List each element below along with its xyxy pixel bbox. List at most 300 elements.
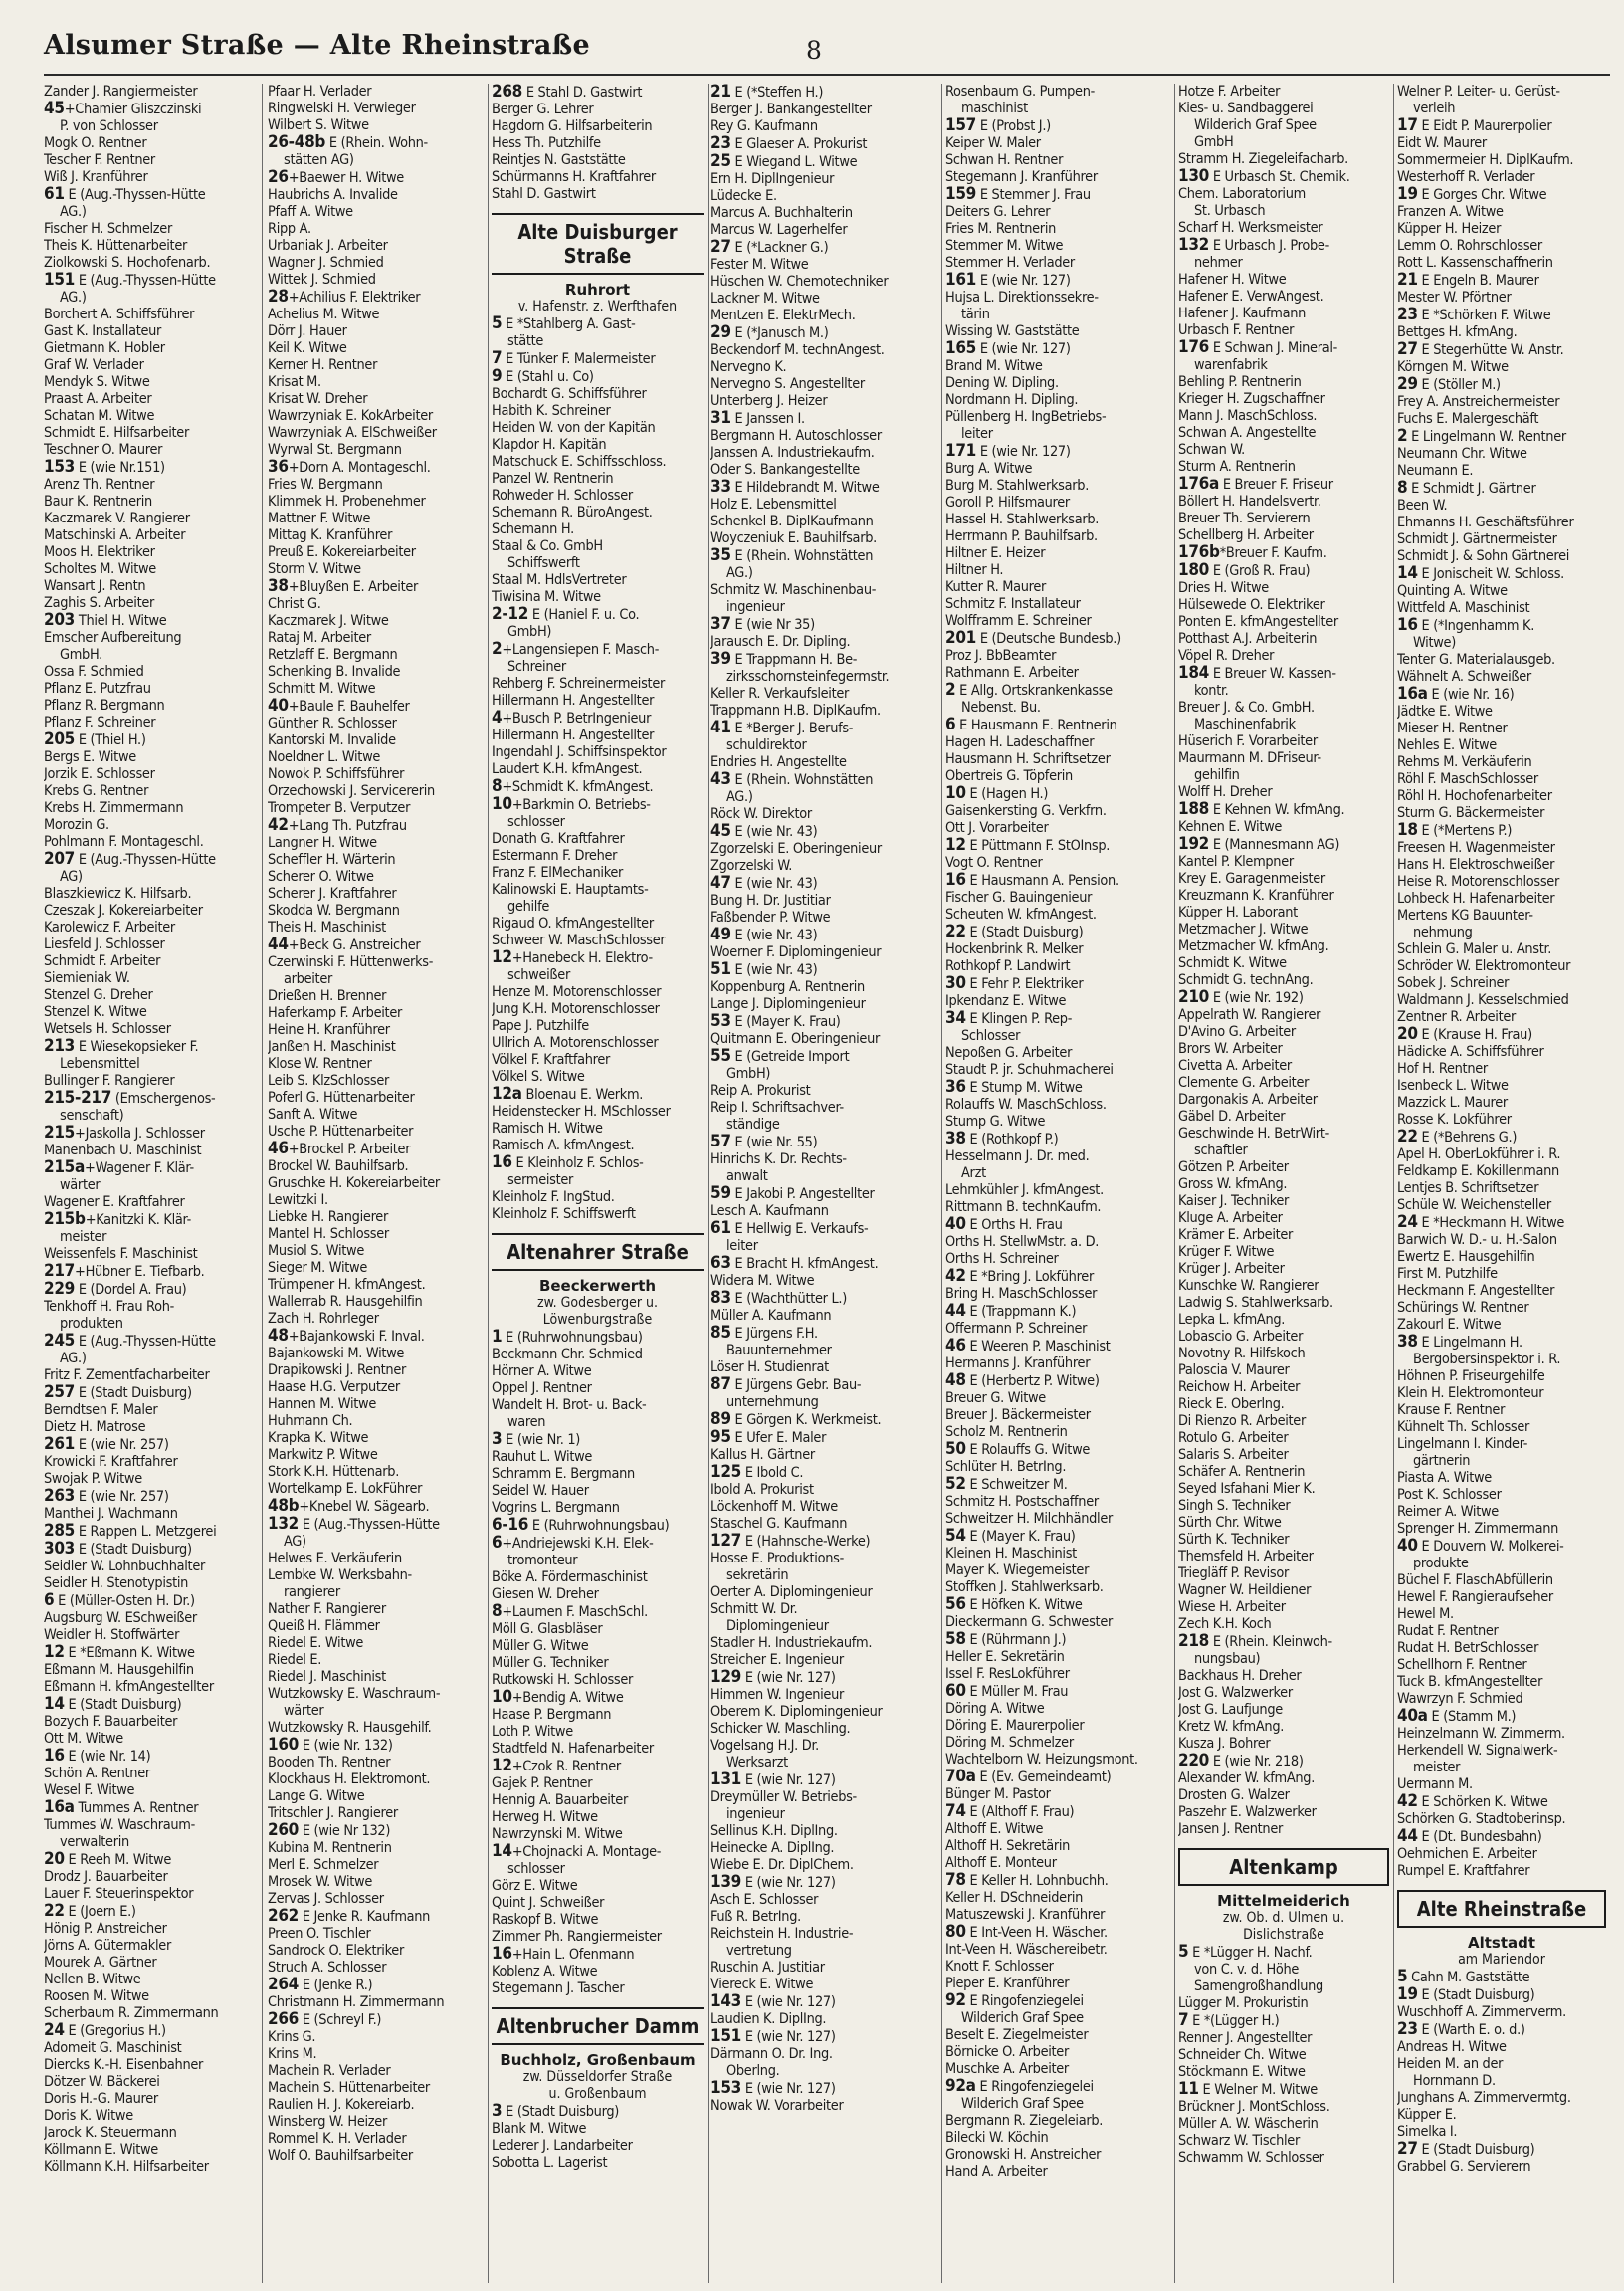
resident-entry: Civetta A. Arbeiter: [1178, 1058, 1292, 1074]
resident-entry: Trümpener H. kfmAngest.: [268, 1277, 426, 1293]
resident-entry: 130 E Urbasch St. Chemik.: [1178, 168, 1350, 186]
resident-entry: Lederer J. Landarbeiter: [492, 2138, 633, 2154]
resident-entry: Liesfeld J. Schlosser: [44, 937, 165, 952]
resident-entry: Hülsewede O. Elektriker: [1178, 597, 1325, 613]
resident-entry: 213 E Wiesekopsieker F.: [44, 1038, 199, 1056]
resident-entry: Stahl D. Gastwirt: [492, 186, 596, 202]
resident-entry: Vöpel R. Dreher: [1178, 648, 1275, 664]
resident-entry: Schneider Ch. Witwe: [1178, 2047, 1307, 2063]
resident-entry: 5 E *Lügger H. Nachf.: [1178, 1944, 1313, 1962]
resident-entry: Dries H. Witwe: [1178, 580, 1269, 596]
resident-entry: Schemann H.: [492, 521, 574, 537]
house-number: 22: [945, 924, 966, 941]
resident-entry: Gaisenkersting G. Verkfrn.: [945, 803, 1107, 819]
resident-entry: Schwan H. Rentner: [945, 152, 1064, 168]
resident-entry: Hennig A. Bauarbeiter: [492, 1792, 628, 1808]
resident-entry: Tescher F. Rentner: [44, 152, 155, 168]
resident-entry: 171 E (wie Nr. 127): [945, 443, 1071, 461]
resident-entry: Vogelsang H.J. Dr.: [710, 1738, 819, 1754]
resident-entry: Klockhaus H. Elektromont.: [268, 1771, 431, 1787]
house-number: 38: [945, 1131, 966, 1148]
resident-entry: Bünger M. Pastor: [945, 1786, 1051, 1802]
resident-entry: Tiwisina M. Witwe: [492, 589, 601, 605]
house-number: 192: [1178, 836, 1210, 854]
resident-entry: 10+Bendig A. Witwe: [492, 1689, 624, 1707]
house-number: 7: [1178, 2012, 1189, 2030]
resident-entry: Widera M. Witwe: [710, 1273, 815, 1289]
resident-entry: Koblenz A. Witwe: [492, 1964, 598, 1979]
resident-entry: 303 E (Stadt Duisburg): [44, 1541, 192, 1559]
resident-entry: Stadler H. Industriekaufm.: [710, 1635, 873, 1651]
resident-entry: Stoffken J. Stahlwerksarb.: [945, 1579, 1104, 1595]
resident-entry: 8+Laumen F. MaschSchl.: [492, 1603, 648, 1621]
resident-entry: Scherer J. Kraftfahrer: [268, 886, 397, 902]
resident-entry: Czerwinski F. Hüttenwerks-: [268, 954, 434, 970]
resident-entry: Reichstein H. Industrie-: [710, 1926, 854, 1942]
resident-entry: Bullinger F. Rangierer: [44, 1073, 175, 1089]
resident-entry: Wawrzyn F. Schmied: [1397, 1691, 1523, 1707]
resident-entry: 165 E (wie Nr. 127): [945, 340, 1071, 358]
resident-entry: 268 E Stahl D. Gastwirt: [492, 84, 643, 102]
resident-entry: Ott J. Vorarbeiter: [945, 820, 1049, 836]
entry-continuation: gehilfin: [1194, 767, 1240, 783]
house-number: 46: [945, 1338, 966, 1355]
resident-entry: Himmen W. Ingenieur: [710, 1687, 845, 1703]
house-number: 2: [945, 682, 956, 700]
resident-entry: 87 E Jürgens Gebr. Bau-: [710, 1376, 862, 1394]
resident-entry: Schatan M. Witwe: [44, 408, 155, 424]
resident-entry: Schäfer A. Rentnerin: [1178, 1464, 1306, 1480]
resident-entry: Triegläff P. Revisor: [1178, 1565, 1289, 1581]
resident-entry: Matschuck E. Schiffsschloss.: [492, 454, 667, 470]
resident-entry: Staal M. HdlsVertreter: [492, 572, 627, 588]
house-number: 40: [945, 1216, 966, 1234]
house-number: 42: [945, 1268, 966, 1286]
resident-entry: Blaszkiewicz K. Hilfsarb.: [44, 886, 192, 902]
resident-entry: Krebs H. Zimmermann: [44, 800, 184, 816]
house-number: 132: [268, 1516, 300, 1534]
resident-entry: Koppenburg A. Rentnerin: [710, 979, 865, 995]
resident-entry: Oppel J. Rentner: [492, 1380, 592, 1396]
resident-entry: Queiß H. Flämmer: [268, 1618, 380, 1634]
resident-entry: Faßbender P. Witwe: [710, 910, 831, 926]
resident-entry: Metzmacher J. Witwe: [1178, 922, 1309, 937]
house-number: 23: [1397, 2021, 1418, 2039]
resident-entry: Berger G. Lehrer: [492, 102, 594, 117]
resident-entry: 45 E (wie Nr. 43): [710, 823, 818, 841]
resident-entry: Mantel H. Schlosser: [268, 1226, 389, 1242]
resident-entry: Nellen B. Witwe: [44, 1972, 141, 1987]
resident-entry: 50 E Rolauffs G. Witwe: [945, 1441, 1091, 1459]
house-number: 21: [710, 84, 731, 102]
entry-continuation: AG.): [726, 565, 753, 581]
resident-entry: Pflanz F. Schreiner: [44, 715, 156, 730]
house-number: 160: [268, 1737, 300, 1755]
resident-entry: Althoff E. Monteur: [945, 1855, 1057, 1871]
resident-entry: 44+Beck G. Anstreicher: [268, 937, 421, 954]
resident-entry: Merl E. Schmelzer: [268, 1857, 379, 1873]
resident-entry: 7 E *(Lügger H.): [1178, 2012, 1280, 2030]
resident-entry: 215b+Kanitzki K. Klär-: [44, 1211, 191, 1229]
resident-entry: Jädtke E. Witwe: [1397, 704, 1493, 720]
resident-entry: Völkel F. Kraftfahrer: [492, 1052, 611, 1068]
resident-entry: Stramm H. Ziegeleifacharb.: [1178, 151, 1348, 167]
directory-columns: [44, 84, 1610, 2283]
house-number: 261: [44, 1436, 76, 1454]
house-number: 171: [945, 443, 977, 461]
resident-entry: Kreuzmann K. Kranführer: [1178, 888, 1334, 904]
resident-entry: Neumann Chr. Witwe: [1397, 446, 1527, 462]
district-heading: Buchholz, Großenbaum: [500, 2051, 696, 2069]
house-number: 151: [710, 2028, 742, 2046]
resident-entry: 218 E (Rhein. Kleinwoh-: [1178, 1633, 1332, 1651]
resident-entry: Woerner F. Diplomingenieur: [710, 944, 882, 960]
house-number: 40: [1397, 1538, 1418, 1556]
entry-continuation: sermeister: [508, 1172, 574, 1188]
resident-entry: Stegemann J. Kranführer: [945, 169, 1098, 185]
resident-entry: Nowak W. Vorarbeiter: [710, 2098, 844, 2114]
resident-entry: Tenter G. Materialausgeb.: [1397, 652, 1555, 668]
house-number: 263: [44, 1488, 76, 1506]
resident-entry: Fuchs E. Malergeschäft: [1397, 411, 1539, 427]
resident-entry: Dietz H. Matrose: [44, 1419, 146, 1435]
resident-entry: Urbaniak J. Arbeiter: [268, 238, 388, 254]
resident-entry: 2 E Lingelmann W. Rentner: [1397, 428, 1566, 446]
resident-entry: Tritschler J. Rangierer: [268, 1805, 398, 1821]
resident-entry: 36 E Stump M. Witwe: [945, 1079, 1083, 1097]
house-number: 12: [492, 949, 512, 967]
house-number: 125: [710, 1464, 742, 1482]
resident-entry: Henze M. Motorenschlosser: [492, 984, 662, 1000]
entry-continuation: Werksarzt: [726, 1755, 788, 1770]
resident-entry: Nehles E. Witwe: [1397, 737, 1497, 753]
resident-entry: Fischer G. Bauingenieur: [945, 890, 1093, 906]
house-number: 16: [945, 872, 966, 890]
resident-entry: 40+Baule F. Bauhelfer: [268, 698, 410, 716]
resident-entry: Wiebe E. Dr. DiplChem.: [710, 1857, 854, 1873]
resident-entry: Dargonakis A. Arbeiter: [1178, 1092, 1318, 1108]
resident-entry: Matuszewski J. Kranführer: [945, 1907, 1106, 1923]
resident-entry: 229 E (Dordel A. Frau): [44, 1281, 187, 1299]
resident-entry: Panzel W. Rentnerin: [492, 471, 614, 487]
house-number: 4: [492, 710, 503, 728]
entry-continuation: produkte: [1413, 1556, 1469, 1571]
resident-entry: Haferkamp F. Arbeiter: [268, 1005, 403, 1021]
resident-entry: Marcus A. Buchhalterin: [710, 205, 853, 221]
house-number: 12: [945, 837, 966, 855]
resident-entry: Kusza J. Bohrer: [1178, 1736, 1271, 1752]
street-heading: Altenkamp: [1178, 1848, 1389, 1886]
resident-entry: Helwes E. Verkäuferin: [268, 1551, 402, 1566]
house-number: 37: [710, 616, 731, 634]
entry-continuation: schlosser: [508, 1861, 565, 1877]
house-number: 38: [1397, 1334, 1418, 1352]
resident-entry: Laudert K.H. kfmAngest.: [492, 761, 643, 777]
resident-entry: Hönig P. Anstreicher: [44, 1921, 167, 1937]
entry-continuation: Oberlng.: [726, 2063, 780, 2079]
house-number: 85: [710, 1325, 731, 1343]
house-number: 42: [268, 817, 289, 835]
resident-entry: Riedel E. Witwe: [268, 1635, 364, 1651]
resident-entry: Hüschen W. Chemotechniker: [710, 274, 889, 290]
house-number: 213: [44, 1038, 76, 1056]
house-number: 74: [945, 1803, 966, 1821]
resident-entry: Dening W. Dipling.: [945, 375, 1059, 391]
resident-entry: Tenkhoff H. Frau Roh-: [44, 1299, 174, 1315]
resident-entry: Klimmek H. Probenehmer: [268, 494, 426, 510]
house-number: 92a: [945, 2078, 976, 2096]
resident-entry: 5 E *Stahlberg A. Gast-: [492, 315, 636, 333]
house-number: 38: [268, 578, 289, 596]
resident-entry: Christ G.: [268, 596, 321, 612]
resident-entry: 33 E Hildebrandt M. Witwe: [710, 479, 880, 497]
resident-entry: Rotulo G. Arbeiter: [1178, 1430, 1289, 1446]
resident-entry: 153 E (wie Nr.151): [44, 459, 165, 477]
resident-entry: Singh S. Techniker: [1178, 1498, 1291, 1514]
entry-continuation: ingenieur: [726, 1806, 785, 1822]
house-number: 220: [1178, 1753, 1210, 1770]
resident-entry: 57 E (wie Nr. 55): [710, 1134, 818, 1151]
resident-entry: Borchert A. Schiffsführer: [44, 307, 195, 322]
resident-entry: Schmitt M. Witwe: [268, 681, 376, 697]
resident-entry: Kutter R. Maurer: [945, 579, 1047, 595]
resident-entry: Seyed Isfahani Mier K.: [1178, 1481, 1316, 1497]
resident-entry: 12 E *Eßmann K. Witwe: [44, 1644, 195, 1662]
resident-entry: Ramisch H. Witwe: [492, 1121, 603, 1137]
resident-entry: 12+Hanebeck H. Elektro-: [492, 949, 653, 967]
house-number: 36: [945, 1079, 966, 1097]
resident-entry: 16a E (wie Nr. 16): [1397, 686, 1515, 704]
resident-entry: Theis H. Maschinist: [268, 920, 386, 936]
resident-entry: 159 E Stemmer J. Frau: [945, 186, 1091, 204]
resident-entry: Schörken G. Stadtoberinsp.: [1397, 1811, 1566, 1827]
resident-entry: Herweg H. Witwe: [492, 1809, 598, 1825]
resident-entry: Hagdorn G. Hilfsarbeiterin: [492, 118, 653, 134]
resident-entry: Lemm O. Rohrschlosser: [1397, 238, 1542, 254]
resident-entry: Streicher E. Ingenieur: [710, 1652, 844, 1668]
entry-continuation: Arzt: [961, 1165, 986, 1181]
resident-entry: Giesen W. Dreher: [492, 1586, 599, 1602]
resident-entry: Krins G.: [268, 2029, 316, 2045]
house-number: 8: [492, 1603, 503, 1621]
resident-entry: 47 E (wie Nr. 43): [710, 875, 818, 893]
resident-entry: Int-Veen H. Wäschereibetr.: [945, 1942, 1108, 1958]
house-number: 12: [44, 1644, 65, 1662]
resident-entry: Wagener E. Kraftfahrer: [44, 1194, 185, 1210]
resident-entry: Löser H. Studienrat: [710, 1359, 829, 1375]
resident-entry: Graf W. Verlader: [44, 357, 144, 373]
resident-entry: Machein S. Hüttenarbeiter: [268, 2080, 430, 2096]
house-number: 95: [710, 1429, 731, 1447]
resident-entry: Bozych F. Bauarbeiter: [44, 1714, 178, 1730]
resident-entry: Apel H. OberLokführer i. R.: [1397, 1146, 1561, 1162]
resident-entry: Riedel E.: [268, 1652, 322, 1668]
house-number: 27: [710, 239, 731, 257]
resident-entry: Deiters G. Lehrer: [945, 204, 1051, 220]
house-number: 80: [945, 1924, 966, 1942]
resident-entry: Zach H. Rohrleger: [268, 1311, 379, 1327]
resident-entry: 14 E (Stadt Duisburg): [44, 1696, 182, 1714]
entry-continuation: Maschinenfabrik: [1194, 717, 1296, 732]
resident-entry: Hermanns J. Kranführer: [945, 1355, 1091, 1371]
resident-entry: Liebke H. Rangierer: [268, 1209, 388, 1225]
resident-entry: Oder S. Bankangestellte: [710, 462, 860, 478]
house-number: 30: [945, 975, 966, 993]
resident-entry: Blank M. Witwe: [492, 2121, 587, 2137]
resident-entry: 80 E Int-Veen H. Wäscher.: [945, 1924, 1108, 1942]
resident-entry: Beckmann Chr. Schmied: [492, 1347, 643, 1362]
resident-entry: 215a+Wagener F. Klär-: [44, 1159, 194, 1177]
resident-entry: 23 E (Warth E. o. d.): [1397, 2021, 1525, 2039]
resident-entry: Trappmann H.B. DiplKaufm.: [710, 703, 881, 719]
house-number: 23: [1397, 307, 1418, 324]
house-number: 159: [945, 186, 977, 204]
house-number: 3: [492, 2103, 503, 2121]
resident-entry: Hüserich F. Vorarbeiter: [1178, 733, 1318, 749]
resident-entry: 24 E (Gregorius H.): [44, 2022, 166, 2040]
resident-entry: Stadtfeld N. Hafenarbeiter: [492, 1741, 654, 1757]
resident-entry: Weissenfels F. Maschinist: [44, 1246, 198, 1262]
house-number: 44: [945, 1303, 966, 1321]
entry-continuation: schaftler: [1194, 1143, 1248, 1158]
resident-entry: Bergs E. Witwe: [44, 749, 136, 765]
house-number: 215a: [44, 1159, 86, 1177]
resident-entry: 22 E (Stadt Duisburg): [945, 924, 1084, 941]
house-number: 31: [710, 410, 731, 428]
resident-entry: Beselt E. Ziegelmeister: [945, 2027, 1089, 2043]
resident-entry: Emscher Aufbereitung: [44, 630, 182, 646]
resident-entry: Kerner H. Rentner: [268, 357, 378, 373]
resident-entry: Trompeter B. Verputzer: [268, 800, 411, 816]
resident-entry: Kantorski M. Invalide: [268, 732, 396, 748]
resident-entry: Bung H. Dr. Justitiar: [710, 893, 831, 909]
house-number: 8: [492, 778, 503, 796]
resident-entry: Kleinholz F. IngStud.: [492, 1189, 615, 1205]
resident-entry: Zech K.H. Koch: [1178, 1616, 1272, 1632]
resident-entry: Jost G. Laufjunge: [1178, 1702, 1283, 1718]
resident-entry: Kantel P. Klempner: [1178, 854, 1294, 870]
resident-entry: Pieper E. Kranführer: [945, 1976, 1070, 1991]
house-number: 34: [945, 1010, 966, 1028]
entry-continuation: wärter: [284, 1703, 324, 1719]
resident-entry: Endries H. Angestellte: [710, 754, 847, 770]
resident-entry: Leib S. KlzSchlosser: [268, 1073, 390, 1089]
resident-entry: Rott L. Kassenschaffnerin: [1397, 255, 1553, 271]
resident-entry: Krieger H. Zugschaffner: [1178, 391, 1325, 407]
resident-entry: 48 E (Herbertz P. Witwe): [945, 1372, 1100, 1390]
resident-entry: 16+Hain L. Ofenmann: [492, 1946, 635, 1964]
resident-entry: Fries M. Rentnerin: [945, 221, 1057, 237]
resident-entry: Rosenbaum G. Pumpen-: [945, 84, 1095, 100]
resident-entry: 56 E Höfken K. Witwe: [945, 1596, 1083, 1614]
resident-entry: 160 E (wie Nr. 132): [268, 1737, 393, 1755]
resident-entry: Ern H. DiplIngenieur: [710, 171, 835, 187]
resident-entry: Scholtes M. Witwe: [44, 561, 156, 577]
resident-entry: 22 E (Joern E.): [44, 1903, 136, 1921]
house-number: 285: [44, 1523, 76, 1541]
resident-entry: Praast A. Arbeiter: [44, 391, 152, 407]
entry-continuation: nungsbau): [1194, 1651, 1261, 1667]
entry-continuation: sekretärin: [726, 1567, 789, 1583]
resident-entry: Kunschke W. Rangierer: [1178, 1278, 1320, 1294]
entry-continuation: nehmer: [1194, 255, 1243, 271]
resident-entry: Vogrins L. Bergmann: [492, 1500, 620, 1516]
resident-entry: Eidt W. Maurer: [1397, 135, 1487, 151]
resident-entry: Hagen H. Ladeschaffner: [945, 734, 1095, 750]
resident-entry: Köllmann K.H. Hilfsarbeiter: [44, 2159, 209, 2175]
resident-entry: Appelrath W. Rangierer: [1178, 1007, 1321, 1023]
house-number: 2-12: [492, 606, 529, 624]
entry-continuation: warenfabrik: [1194, 357, 1268, 373]
house-number: 78: [945, 1872, 966, 1890]
resident-entry: 27 E (*Lackner G.): [710, 239, 829, 257]
resident-entry: Asch E. Schlosser: [710, 1892, 819, 1908]
entry-continuation: GmbH): [726, 1066, 771, 1082]
resident-entry: Breuer J. Bäckermeister: [945, 1407, 1091, 1423]
resident-entry: Fries W. Bergmann: [268, 477, 383, 493]
resident-entry: Döring A. Witwe: [945, 1701, 1045, 1717]
resident-entry: Sommermeier H. DiplKaufm.: [1397, 152, 1574, 168]
resident-entry: Raskopf B. Witwe: [492, 1912, 599, 1928]
resident-entry: Berndtsen F. Maler: [44, 1402, 158, 1418]
resident-entry: Issel F. ResLokführer: [945, 1666, 1070, 1682]
resident-entry: Ehmanns H. Geschäftsführer: [1397, 515, 1574, 530]
resident-entry: Ripp A.: [268, 221, 311, 237]
resident-entry: Habith K. Schreiner: [492, 403, 611, 419]
resident-entry: Lembke W. Werksbahn-: [268, 1567, 412, 1583]
entry-continuation: maschinist: [961, 101, 1028, 116]
resident-entry: Zander J. Rangiermeister: [44, 84, 198, 100]
entry-continuation: vertretung: [726, 1943, 792, 1959]
house-number: 63: [710, 1255, 731, 1273]
resident-entry: 131 E (wie Nr. 127): [710, 1771, 836, 1789]
resident-entry: 201 E (Deutsche Bundesb.): [945, 630, 1121, 648]
resident-entry: Wagner J. Schmied: [268, 255, 384, 271]
entry-continuation: AG.): [60, 290, 87, 306]
house-number: 10: [492, 796, 512, 814]
resident-entry: Rosse K. Lokführer: [1397, 1112, 1512, 1128]
house-number: 127: [710, 1533, 742, 1551]
entry-continuation: meister: [1413, 1760, 1461, 1775]
resident-entry: 127 E (Hahnsche-Werke): [710, 1533, 871, 1551]
resident-entry: 31 E Janssen I.: [710, 410, 805, 428]
resident-entry: 16 E Hausmann A. Pension.: [945, 872, 1119, 890]
resident-entry: Viereck E. Witwe: [710, 1977, 814, 1992]
resident-entry: Brand M. Witwe: [945, 358, 1043, 374]
resident-entry: Hausmann H. Schriftsetzer: [945, 751, 1111, 767]
resident-entry: Staal & Co. GmbH: [492, 538, 603, 554]
house-number: 22: [44, 1903, 65, 1921]
house-number: 29: [710, 324, 731, 342]
resident-entry: Unterberg J. Heizer: [710, 393, 828, 409]
house-number: 33: [710, 479, 731, 497]
resident-entry: Mayer K. Wiegemeister: [945, 1562, 1090, 1578]
entry-continuation: Wilderich Graf Spee: [1194, 117, 1317, 133]
resident-entry: Klapdor H. Kapitän: [492, 437, 607, 453]
resident-entry: Mittag K. Kranführer: [268, 527, 393, 543]
resident-entry: Krisat M.: [268, 374, 321, 390]
house-number: 161: [945, 272, 977, 290]
resident-entry: 19 E (Stadt Duisburg): [1397, 1986, 1535, 2004]
resident-entry: Sellinus K.H. DiplIng.: [710, 1823, 838, 1839]
resident-entry: Schwan W.: [1178, 442, 1245, 458]
resident-entry: Behling P. Rentnerin: [1178, 374, 1302, 390]
resident-entry: 132 E Urbasch J. Probe-: [1178, 237, 1329, 255]
resident-entry: Schmidt F. Arbeiter: [44, 953, 161, 969]
house-number: 20: [1397, 1026, 1418, 1044]
resident-entry: Reimer A. Witwe: [1397, 1504, 1499, 1520]
resident-entry: Heiden M. an der: [1397, 2056, 1504, 2072]
